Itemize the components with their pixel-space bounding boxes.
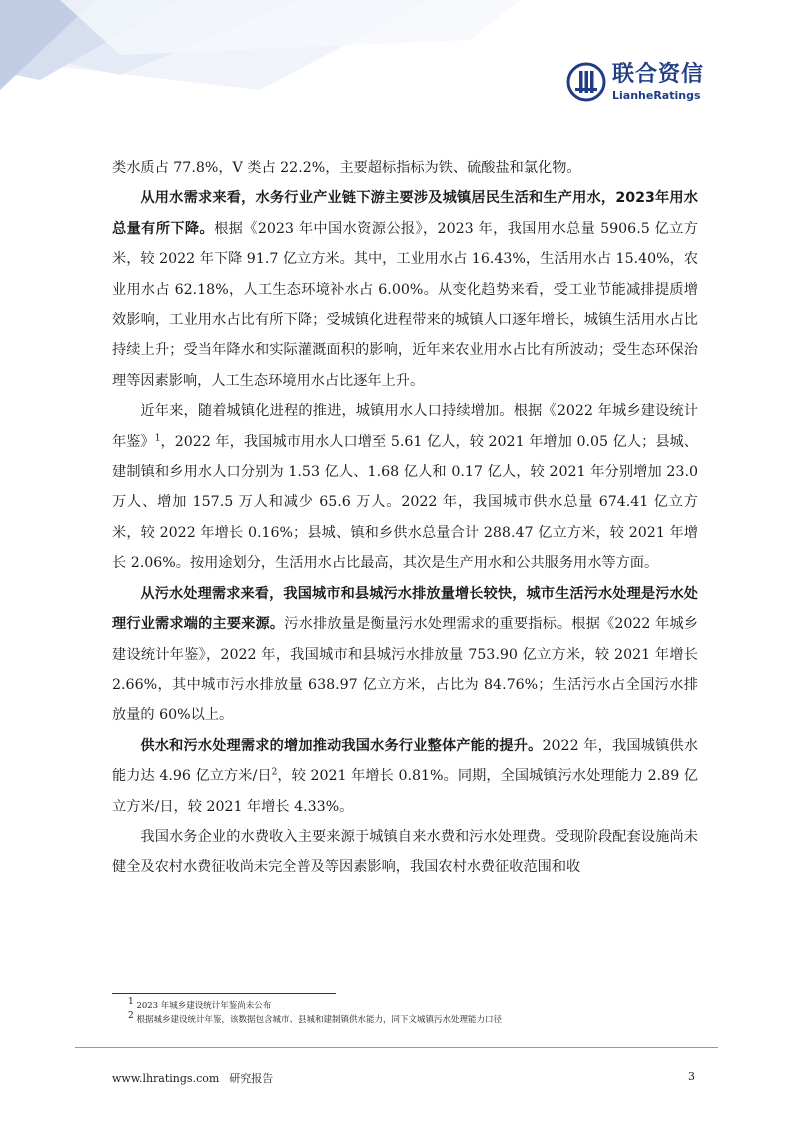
footer-divider <box>75 1047 718 1048</box>
paragraph-water-quality: 类水质占 77.8%，V 类占 22.2%，主要超标指标为铁、硫酸盐和氯化物。 <box>112 160 581 176</box>
footer-info <box>112 1070 273 1086</box>
logo-name-en: LianheRatings <box>612 88 701 102</box>
paragraph-urban-water-population: 近年来，随着城镇化进程的推进，城镇用水人口持续增加。根据《2022 年城乡建设统计年鉴》$^1$，2022 年，我国城市用水人口增至 5.61 亿人，较 2021 年增加 0.05 亿人；县城、建制镇和乡用水人口分别为 1.53 亿人、1.68 亿人和 0.17 亿人，较 2021 年分别增加 23.0 万人、增加 157.5 万人和减少 65.6 万人。2022 年，我国城市供水总量 674.41 亿立方米，较 2022 年增长 0.16%；县城、镇和乡供水总量合计 288.47 亿立方米，较 2021 年增长 2.06%。按用途划分，生活用水占比最高，其次是生产用水和公共服务用水等方面。 <box>112 403 698 572</box>
footnotes <box>128 999 708 1027</box>
page-number: 3 <box>688 1070 695 1083</box>
report-body <box>112 153 698 883</box>
paragraph-sewage-demand: 从污水处理需求来看，我国城市和县城污水排放量增长较快，城市生活污水处理是污水处理行业需求端的主要来源。污水排放量是衡量污水处理需求的重要指标。根据《2022 年城乡建设统计年鉴》，2022 年，我国城市和县城污水排放量 753.90 亿立方米，较 2021 年增长 2.66%，其中城市污水排放量 638.97 亿立方米，占比为 84.76%；生活污水占全国污水排放量的 60%以上。 <box>112 585 698 724</box>
paragraph-water-fees: 我国水务企业的水费收入主要来源于城镇自来水费和污水处理费。受现阶段配套设施尚未健全及农村水费征收尚未完全普及等因素影响，我国农村水费征收范围和收 <box>112 828 698 876</box>
footnote-ref-2: 2 <box>271 767 278 778</box>
paragraph-lead-bold: 从污水处理需求来看，我国城市和县城污水排放量增长较快，城市生活污水处理是污水处理行业需求端的主要来源。 <box>112 585 698 633</box>
company-logo <box>566 62 704 102</box>
footnote-divider <box>112 993 336 994</box>
footnote-ref-1: 1 <box>154 432 161 443</box>
paragraph-lead-bold: 供水和污水处理需求的增加推动我国水务行业整体产能的提升。 <box>140 737 543 754</box>
footnote-2: $^2$ 根据城乡建设统计年鉴，该数据包含城市、县城和建制镇供水能力，同下文城镇污水处理能力口径 <box>128 1011 502 1025</box>
paragraph-water-demand: 从用水需求来看，水务行业产业链下游主要涉及城镇居民生活和生产用水，2023年用水总量有所下降。根据《2023 年中国水资源公报》，2023 年，我国用水总量 5906.5 亿立方米，较 2022 年下降 91.7 亿立方米。其中，工业用水占 16.43%，生活用水占 15.40%，农业用水占 62.18%，人工生态环境补水占 6.00%。从变化趋势来看，受工业节能减排提质增效影响，工业用水占比有所下降；受城镇化进程带来的城镇人口逐年增长，城镇生活用水占比持续上升；受当年降水和实际灌溉面积的影响，近年来农业用水占比有所波动；受生态环保治理等因素影响，人工生态环境用水占比逐年上升。 <box>112 190 699 389</box>
paragraph-lead-bold: 从用水需求来看，水务行业产业链下游主要涉及城镇居民生活和生产用水，2023年用水总量有所下降。 <box>112 190 698 237</box>
lianhe-logo-icon <box>566 62 606 102</box>
paragraph-capacity: 供水和污水处理需求的增加推动我国水务行业整体产能的提升。2022 年，我国城镇供水能力达 4.96 亿立方米/日$^2$，较 2021 年增长 0.81%。同期，全国城镇污水处理能力 2.89 亿立方米/日，较 2021 年增长 4.33%。 <box>112 737 698 815</box>
footer-website-link[interactable]: www.lhratings.com <box>112 1072 220 1085</box>
footer-doc-type: 研究报告 <box>229 1072 274 1085</box>
logo-name-cn: 联合资信 <box>612 61 705 87</box>
footnote-1: $^1$ 2023 年城乡建设统计年鉴尚未公布 <box>128 997 272 1011</box>
